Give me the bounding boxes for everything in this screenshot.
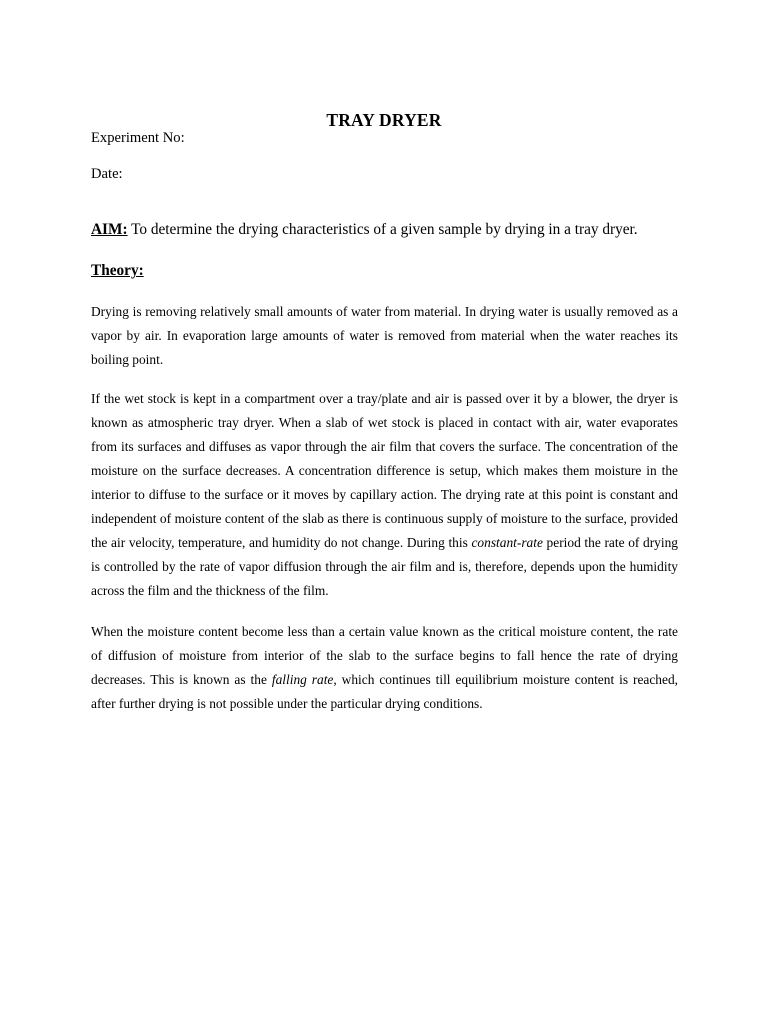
theory-paragraph-1: Drying is removing relatively small amounts of water from material. In drying water is usually removed as a vapor by air. In evaporation large amounts of water is removed from material when the water reaches its boiling point. [91,304,678,367]
aim-text: To determine the drying characteristics of a given sample by drying in a tray dryer. [127,221,638,238]
paragraph-2-text-end: period the rate of drying is controlled by the rate of vapor diffusion through the air film and is, therefore, depends upon the humidity across the film and the thickness of the film. [91,535,678,598]
theory-heading: Theory: [91,262,144,279]
paragraph-2-text-start: If the wet stock is kept in a compartment over a tray/plate and air is passed over it by a blower, the dryer is known as atmospheric tray dryer. When a slab of wet stock is placed in contact with air, water evaporates from its surfaces and diffuses as vapor through the air film that covers the surface. The concentration of the moisture on the surface decreases. A concentration difference is setup, which makes them moisture in the interior to diffuse to the surface or it moves by capillary action. The drying rate at this point is constant and independent of moisture content of the slab as there is continuous supply of moisture to the surface, provided the air velocity, temperature, and humidity do not change. During this [91,391,678,550]
falling-rate-term: falling rate [271,672,334,687]
experiment-number-label: Experiment No: [91,130,185,146]
theory-paragraph-2 [91,387,678,603]
paragraph-3-text-start: When the moisture content become less than a certain value known as the critical moisture content, the rate of diffusion of moisture from interior of the slab to the surface begins to fall hence the rate of drying decreases. This is known as the [91,624,678,687]
date-label: Date: [91,166,123,182]
aim-label: AIM: [91,221,128,238]
paragraph-3-text-end: , which continues till equilibrium moisture content is reached, after further drying is not possible under the particular drying conditions. [91,672,678,711]
aim-statement [91,221,691,239]
constant-rate-term: constant-rate [471,535,543,550]
document-title: TRAY DRYER [326,110,442,130]
theory-paragraph-3 [91,620,678,716]
